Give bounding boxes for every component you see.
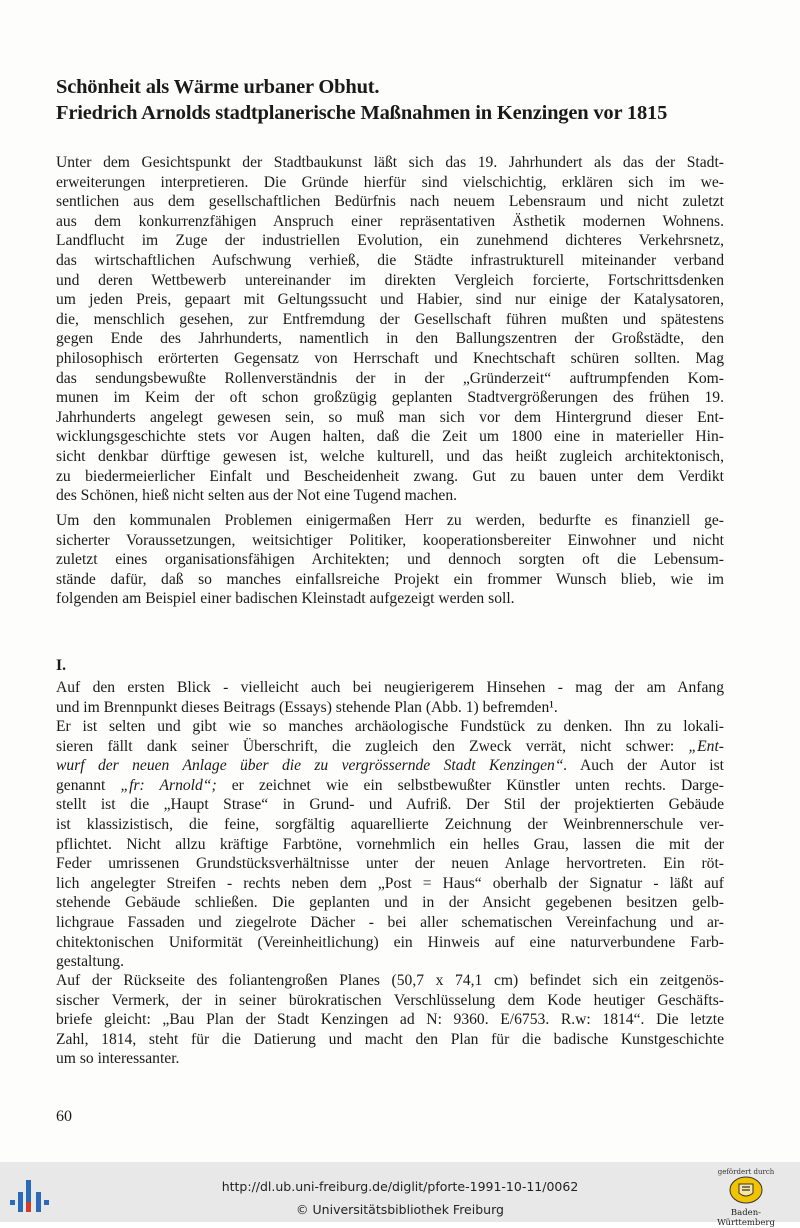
text-line: wicklungsgeschichte stets vor Augen halten, daß die Zeit um 1800 eine in materieller Hin- xyxy=(56,428,724,446)
paragraph-1 xyxy=(56,153,724,506)
text-run: er zeichnet wie ein selbstbewußter Künstler unten rechts. Darge- xyxy=(216,776,724,794)
page-number: 60 xyxy=(56,1108,72,1125)
text-line: philosophisch erörterten Gegensatz von Herrschaft und Knechtschaft schüren sollten. Mag xyxy=(56,349,724,367)
paragraph-5 xyxy=(56,971,724,1069)
text-line: Er ist selten und gibt wie so manches archäologische Fundstück zu denken. Ihn zu lokali- xyxy=(56,718,724,735)
text-run: sieren fällt dank seiner Überschrift, die zugleich den Zweck verrät, nicht schwer: xyxy=(56,737,689,755)
text-line: Um den kommunalen Problemen einigermaßen Herr zu werden, bedurfte es finanziell ge- xyxy=(56,512,724,529)
text-line: folgenden am Beispiel einer badischen Kleinstadt aufgezeigt werden soll. xyxy=(56,590,515,608)
sponsor-name: Baden-Württemberg xyxy=(717,1208,775,1228)
title-line-1: Schönheit als Wärme urbaner Obhut. xyxy=(56,76,380,98)
paragraph-3 xyxy=(56,678,724,717)
text-line: stände dafür, daß so manches einfallsreiche Projekt ein frommer Wunsch blieb, wie im xyxy=(56,570,724,588)
text-line: sentlichen aus dem gesellschaftlichen Bedürfnis nach neuem Lebensraum und nicht zuletzt xyxy=(56,193,724,211)
text-line: sicht denkbar dürftige gewesen ist, welche kulturell, und das heißt zugleich architektonisch, xyxy=(56,447,724,465)
footer-copyright: © Universitätsbibliothek Freiburg xyxy=(296,1202,504,1217)
text-line xyxy=(56,737,724,757)
text-run: genannt xyxy=(56,776,121,794)
footer-bar xyxy=(0,1162,800,1228)
text-line: briefe gleicht: „Bau Plan der Stadt Kenzingen ad N: 9360. E/6753. R.w: 1814“. Die letzte xyxy=(56,1011,724,1029)
sponsor-caption: gefördert durch xyxy=(717,1168,775,1176)
text-line: Feder umrissenen Grundstücksverhältnisse unter der neuen Anlage hervortreten. Ein röt- xyxy=(56,855,724,873)
article-title xyxy=(56,74,756,126)
sponsor-logo xyxy=(706,1164,786,1228)
text-line: gegen Ende des Jahrhunderts, namentlich in den Ballungszentren der Großstädte, den xyxy=(56,330,724,348)
text-line: sischer Vermerk, der in seiner bürokratischen Verschlüsselung dem Kode heutiger Geschäfts- xyxy=(56,991,724,1009)
text-line: stellt ist die „Haupt Strase“ in Grund- und Aufriß. Der Stil der projektierten Gebäude xyxy=(56,796,724,814)
coat-of-arms-icon xyxy=(729,1176,763,1204)
text-run: Auch der Autor ist xyxy=(567,757,724,775)
text-line: das wirtschaftlichen Aufschwung verhieß, die Städte infrastrukturell miteinander verband xyxy=(56,251,724,269)
text-line: Landflucht im Zuge der industriellen Evolution, ein zunehmend dichteres Verkehrsnetz, xyxy=(56,232,724,250)
text-line: das sendungsbewußte Rollenverständnis der in der „Gründerzeit“ auftrumpfenden Kom- xyxy=(56,369,724,387)
text-line xyxy=(56,776,724,796)
text-line xyxy=(56,756,724,776)
text-line: munen im Keim der oft schon großzügig geplanten Stadtvergrößerungen des frühen 19. xyxy=(56,389,724,407)
text-line: Zahl, 1814, steht für die Datierung und macht den Plan für die badische Kunstgeschichte xyxy=(56,1030,724,1048)
text-line: lich angelegter Streifen - rechts neben dem „Post = Haus“ oberhalb der Signatur - läßt auf xyxy=(56,874,724,892)
text-line: die, menschlich gesehen, zur Entfremdung der Gesellschaft führen mußten und spätestens xyxy=(56,310,724,328)
text-line: lichgraue Fassaden und ziegelrote Dächer - bei aller schematischen Vereinfachung und ar- xyxy=(56,913,724,931)
italic-quote: „fr: Arnold“; xyxy=(120,776,217,794)
text-line: zu biedermeierlicher Einfalt und Bescheidenheit zwang. Gut zu bauen unter dem Verdikt xyxy=(56,467,724,485)
text-line: Auf der Rückseite des foliantengroßen Planes (50,7 x 74,1 cm) befindet sich ein zeitgenös- xyxy=(56,972,724,989)
text-line: und deren Wettbewerb untereinander im direkten Vergleich forcierte, Fortschrittsdenken xyxy=(56,271,724,289)
text-line: und im Brennpunkt dieses Beitrags (Essays) stehende Plan (Abb. 1) befremden¹. xyxy=(56,698,558,716)
text-line: des Schönen, hieß nicht selten aus der Not eine Tugend machen. xyxy=(56,487,458,505)
text-line: zuletzt eines organisationsfähigen Architekten; und dennoch sorgten oft die Lebensum- xyxy=(56,551,724,569)
italic-quote: „Ent- xyxy=(688,737,724,755)
footer-url[interactable]: http://dl.ub.uni-freiburg.de/diglit/pforte-1991-10-11/0062 xyxy=(221,1179,579,1194)
text-line: ist klassizistisch, die feine, sorgfältig aquarellierte Zeichnung der Weinbrennerschule ver- xyxy=(56,815,724,833)
text-line: chitektonischen Uniformität (Vereinheitlichung) ein Hinweis auf eine naturverbundene Farb- xyxy=(56,933,724,951)
text-line: um so interessanter. xyxy=(56,1050,180,1068)
text-line: Auf den ersten Blick - vielleicht auch bei neugierigerem Hinsehen - mag der am Anfang xyxy=(56,679,724,696)
text-line: um jeden Preis, gepaart mit Geltungssucht und Habier, sind nur einige der Katalysatoren, xyxy=(56,291,724,309)
paragraph-4 xyxy=(56,717,724,972)
text-line: Jahrhunderts angelegt gewesen sein, so muß man sich vor dem Hintergrund dieser Ent- xyxy=(56,408,724,426)
text-line: erweiterungen interpretieren. Die Gründe hierfür sind vielschichtig, erklären sich im we- xyxy=(56,173,724,191)
paragraph-2 xyxy=(56,511,724,609)
text-line: gestaltung. xyxy=(56,953,124,971)
text-line: sicherter Voraussetzungen, weitsichtiger Politiker, kooperationsbereiter Einwohner und nicht xyxy=(56,531,724,549)
text-line: Unter dem Gesichtspunkt der Stadtbaukunst läßt sich das 19. Jahrhundert als das der Stadt- xyxy=(56,154,724,171)
italic-quote: wurf der neuen Anlage über die zu vergrössernde Stadt Kenzingen“. xyxy=(56,757,568,775)
text-line: stehende Gebäude schließen. Die geplanten und in der Ansicht gegebenen besitzen gelb- xyxy=(56,894,724,912)
text-line: pflichtet. Nicht allzu kräftige Farbtöne, vornehmlich ein helles Grau, lassen die mit der xyxy=(56,835,724,853)
section-heading: I. xyxy=(56,657,66,674)
title-line-2: Friedrich Arnolds stadtplanerische Maßnahmen in Kenzingen vor 1815 xyxy=(56,102,668,124)
text-line: aus dem konkurrenzfähigen Anspruch einer repräsentativen Ästhetik modernen Wohnens. xyxy=(56,212,724,230)
